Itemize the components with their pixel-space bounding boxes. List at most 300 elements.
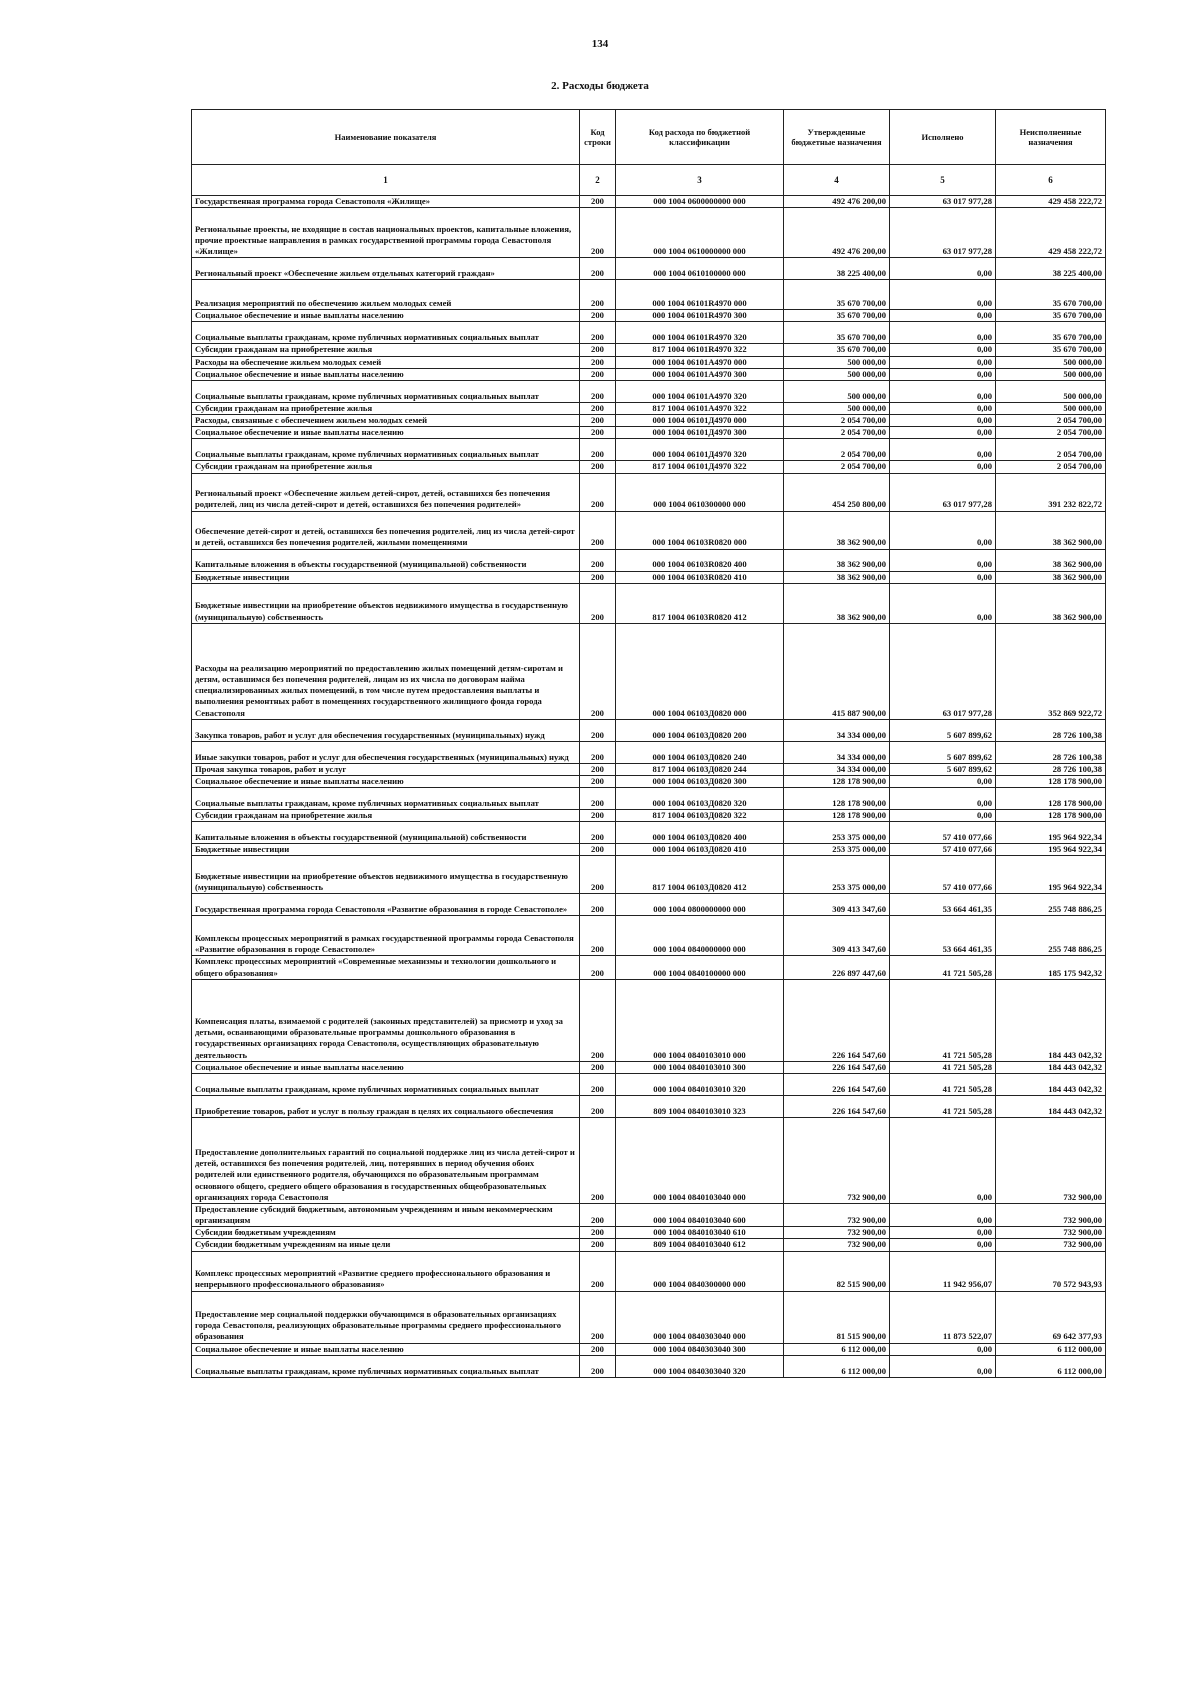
row-code-cell: 200	[580, 380, 616, 402]
row-approved-cell: 38 362 900,00	[784, 511, 890, 549]
row-approved-cell: 38 362 900,00	[784, 583, 890, 623]
row-kbk-cell: 000 1004 0840103040 600	[616, 1203, 784, 1226]
row-code-cell: 200	[580, 208, 616, 258]
row-executed-cell: 0,00	[890, 511, 996, 549]
row-unexecuted-cell: 38 362 900,00	[996, 549, 1106, 571]
table-row	[192, 511, 1106, 549]
row-unexecuted-cell: 38 225 400,00	[996, 258, 1106, 280]
row-unexecuted-cell: 128 178 900,00	[996, 788, 1106, 810]
row-unexecuted-cell: 38 362 900,00	[996, 571, 1106, 583]
row-executed-cell: 0,00	[890, 344, 996, 356]
row-kbk-cell: 000 1004 0840303040 000	[616, 1291, 784, 1343]
row-unexecuted-cell: 732 900,00	[996, 1117, 1106, 1203]
row-kbk-cell: 000 1004 06101R4970 000	[616, 280, 784, 310]
row-kbk-cell: 000 1004 0600000000 000	[616, 196, 784, 208]
row-kbk-cell: 000 1004 0840303040 320	[616, 1355, 784, 1377]
column-header-unexecuted: Неисполненные назначения	[996, 110, 1106, 165]
column-header-approved: Утвержденные бюджетные назначения	[784, 110, 890, 165]
row-code-cell: 200	[580, 583, 616, 623]
row-name-cell: Социальные выплаты гражданам, кроме публичных нормативных социальных выплат	[192, 322, 580, 344]
row-name-cell: Комплекс процессных мероприятий «Современные механизмы и технологии дошкольного и общего образования»	[192, 956, 580, 979]
row-code-cell: 200	[580, 196, 616, 208]
table-row	[192, 1355, 1106, 1377]
row-code-cell: 200	[580, 402, 616, 414]
row-executed-cell: 0,00	[890, 1239, 996, 1251]
row-unexecuted-cell: 732 900,00	[996, 1203, 1106, 1226]
row-unexecuted-cell: 6 112 000,00	[996, 1343, 1106, 1355]
row-unexecuted-cell: 184 443 042,32	[996, 1061, 1106, 1073]
row-code-cell: 200	[580, 719, 616, 741]
row-approved-cell: 226 164 547,60	[784, 1061, 890, 1073]
table-body	[192, 196, 1106, 1378]
table-header-row	[192, 110, 1106, 165]
row-kbk-cell: 817 1004 06103Д0820 322	[616, 810, 784, 822]
row-executed-cell: 5 607 899,62	[890, 719, 996, 741]
row-unexecuted-cell: 195 964 922,34	[996, 844, 1106, 856]
row-kbk-cell: 000 1004 0840103010 300	[616, 1061, 784, 1073]
row-executed-cell: 0,00	[890, 1355, 996, 1377]
row-approved-cell: 732 900,00	[784, 1239, 890, 1251]
row-code-cell: 200	[580, 1291, 616, 1343]
row-name-cell: Социальное обеспечение и иные выплаты населению	[192, 310, 580, 322]
table-row	[192, 775, 1106, 787]
row-name-cell: Субсидии гражданам на приобретение жилья	[192, 810, 580, 822]
row-approved-cell: 35 670 700,00	[784, 310, 890, 322]
row-executed-cell: 53 664 461,35	[890, 894, 996, 916]
row-name-cell: Социальное обеспечение и иные выплаты населению	[192, 368, 580, 380]
row-code-cell: 200	[580, 356, 616, 368]
row-approved-cell: 128 178 900,00	[784, 810, 890, 822]
budget-expenses-table	[191, 109, 1106, 1378]
row-approved-cell: 226 897 447,60	[784, 956, 890, 979]
row-unexecuted-cell: 70 572 943,93	[996, 1251, 1106, 1291]
row-name-cell: Социальное обеспечение и иные выплаты населению	[192, 1061, 580, 1073]
row-kbk-cell: 000 1004 06101Д4970 000	[616, 415, 784, 427]
table-row	[192, 549, 1106, 571]
table-row	[192, 788, 1106, 810]
table-row	[192, 1343, 1106, 1355]
page-number: 134	[591, 38, 609, 50]
row-name-cell: Бюджетные инвестиции	[192, 844, 580, 856]
row-code-cell: 200	[580, 571, 616, 583]
row-unexecuted-cell: 35 670 700,00	[996, 280, 1106, 310]
row-kbk-cell: 817 1004 06101А4970 322	[616, 402, 784, 414]
row-code-cell: 200	[580, 894, 616, 916]
row-unexecuted-cell: 195 964 922,34	[996, 822, 1106, 844]
row-name-cell: Региональный проект «Обеспечение жильем детей-сирот, детей, оставшихся без попечения родителей, лиц из числа детей-сирот и детей, оставшихся без попечения родителей»	[192, 473, 580, 511]
row-executed-cell: 0,00	[890, 322, 996, 344]
row-approved-cell: 253 375 000,00	[784, 844, 890, 856]
column-number-row	[192, 165, 1106, 196]
row-unexecuted-cell: 128 178 900,00	[996, 810, 1106, 822]
row-approved-cell: 253 375 000,00	[784, 856, 890, 894]
row-executed-cell: 0,00	[890, 549, 996, 571]
row-executed-cell: 41 721 505,28	[890, 1095, 996, 1117]
row-code-cell: 200	[580, 1251, 616, 1291]
column-header-name: Наименование показателя	[192, 110, 580, 165]
row-code-cell: 200	[580, 916, 616, 956]
row-kbk-cell: 000 1004 0840103040 000	[616, 1117, 784, 1203]
row-kbk-cell: 000 1004 06103Д0820 410	[616, 844, 784, 856]
table-row	[192, 763, 1106, 775]
table-row	[192, 344, 1106, 356]
row-approved-cell: 309 413 347,60	[784, 894, 890, 916]
table-row	[192, 1073, 1106, 1095]
column-number: 4	[784, 165, 890, 196]
row-executed-cell: 5 607 899,62	[890, 741, 996, 763]
row-approved-cell: 38 362 900,00	[784, 549, 890, 571]
row-code-cell: 200	[580, 1117, 616, 1203]
row-executed-cell: 0,00	[890, 427, 996, 439]
column-header-kbk: Код расхода по бюджетной классификации	[616, 110, 784, 165]
row-kbk-cell: 000 1004 06103Д0820 320	[616, 788, 784, 810]
row-unexecuted-cell: 184 443 042,32	[996, 1095, 1106, 1117]
row-approved-cell: 38 225 400,00	[784, 258, 890, 280]
row-executed-cell: 63 017 977,28	[890, 473, 996, 511]
row-name-cell: Приобретение товаров, работ и услуг в пользу граждан в целях их социального обеспечения	[192, 1095, 580, 1117]
row-name-cell: Региональные проекты, не входящие в состав национальных проектов, капитальные вложения, прочие проектные направления в рамках государственной программы города Севастополя «Жилище»	[192, 208, 580, 258]
row-executed-cell: 0,00	[890, 258, 996, 280]
column-header-line-code: Код строки	[580, 110, 616, 165]
column-number: 1	[192, 165, 580, 196]
row-code-cell: 200	[580, 810, 616, 822]
row-code-cell: 200	[580, 368, 616, 380]
row-executed-cell: 0,00	[890, 415, 996, 427]
row-unexecuted-cell: 184 443 042,32	[996, 979, 1106, 1061]
row-executed-cell: 57 410 077,66	[890, 844, 996, 856]
row-unexecuted-cell: 429 458 222,72	[996, 208, 1106, 258]
row-executed-cell: 63 017 977,28	[890, 623, 996, 719]
row-name-cell: Капитальные вложения в объекты государственной (муниципальной) собственности	[192, 549, 580, 571]
row-executed-cell: 0,00	[890, 461, 996, 473]
row-unexecuted-cell: 500 000,00	[996, 402, 1106, 414]
row-code-cell: 200	[580, 1343, 616, 1355]
row-code-cell: 200	[580, 741, 616, 763]
row-unexecuted-cell: 38 362 900,00	[996, 583, 1106, 623]
row-unexecuted-cell: 35 670 700,00	[996, 322, 1106, 344]
row-name-cell: Реализация мероприятий по обеспечению жильем молодых семей	[192, 280, 580, 310]
row-kbk-cell: 817 1004 06103R0820 412	[616, 583, 784, 623]
row-name-cell: Предоставление дополнительных гарантий по социальной поддержке лиц из числа детей-сирот и детей, оставшихся без попечения родителей, лиц, потерявших в период обучения обоих родителей или единственного родителя, обучающихся по образовательным программам основного общего, среднего общего образования в государственных общеобразовательных организациях города Севастополя	[192, 1117, 580, 1203]
table-row	[192, 822, 1106, 844]
row-name-cell: Субсидии бюджетным учреждениям	[192, 1227, 580, 1239]
row-executed-cell: 0,00	[890, 583, 996, 623]
row-name-cell: Региональный проект «Обеспечение жильем отдельных категорий граждан»	[192, 258, 580, 280]
row-name-cell: Социальные выплаты гражданам, кроме публичных нормативных социальных выплат	[192, 439, 580, 461]
column-number: 2	[580, 165, 616, 196]
row-code-cell: 200	[580, 775, 616, 787]
row-approved-cell: 35 670 700,00	[784, 344, 890, 356]
row-approved-cell: 128 178 900,00	[784, 788, 890, 810]
row-code-cell: 200	[580, 1239, 616, 1251]
row-code-cell: 200	[580, 1227, 616, 1239]
row-approved-cell: 35 670 700,00	[784, 322, 890, 344]
row-kbk-cell: 000 1004 0610300000 000	[616, 473, 784, 511]
row-unexecuted-cell: 500 000,00	[996, 356, 1106, 368]
table-row	[192, 1239, 1106, 1251]
row-approved-cell: 732 900,00	[784, 1117, 890, 1203]
row-approved-cell: 500 000,00	[784, 356, 890, 368]
row-kbk-cell: 000 1004 06103R0820 400	[616, 549, 784, 571]
row-code-cell: 200	[580, 473, 616, 511]
column-header-executed: Исполнено	[890, 110, 996, 165]
row-approved-cell: 2 054 700,00	[784, 427, 890, 439]
table-row	[192, 380, 1106, 402]
row-kbk-cell: 809 1004 0840103040 612	[616, 1239, 784, 1251]
row-approved-cell: 2 054 700,00	[784, 439, 890, 461]
row-unexecuted-cell: 352 869 922,72	[996, 623, 1106, 719]
row-executed-cell: 0,00	[890, 439, 996, 461]
column-number: 5	[890, 165, 996, 196]
table-row	[192, 583, 1106, 623]
row-name-cell: Прочая закупка товаров, работ и услуг	[192, 763, 580, 775]
row-unexecuted-cell: 6 112 000,00	[996, 1355, 1106, 1377]
row-executed-cell: 0,00	[890, 310, 996, 322]
table-row	[192, 1117, 1106, 1203]
row-unexecuted-cell: 35 670 700,00	[996, 344, 1106, 356]
row-code-cell: 200	[580, 856, 616, 894]
row-name-cell: Государственная программа города Севастополя «Жилище»	[192, 196, 580, 208]
row-kbk-cell: 817 1004 06103Д0820 412	[616, 856, 784, 894]
table-row	[192, 427, 1106, 439]
row-approved-cell: 226 164 547,60	[784, 1073, 890, 1095]
row-name-cell: Бюджетные инвестиции на приобретение объектов недвижимого имущества в государственную (муниципальную) собственность	[192, 856, 580, 894]
row-code-cell: 200	[580, 1061, 616, 1073]
row-kbk-cell: 000 1004 06103R0820 410	[616, 571, 784, 583]
document-title: 2. Расходы бюджета	[551, 80, 649, 92]
row-name-cell: Субсидии гражданам на приобретение жилья	[192, 402, 580, 414]
table-row	[192, 280, 1106, 310]
row-kbk-cell: 000 1004 06103Д0820 400	[616, 822, 784, 844]
row-unexecuted-cell: 38 362 900,00	[996, 511, 1106, 549]
row-kbk-cell: 000 1004 06103R0820 000	[616, 511, 784, 549]
row-name-cell: Компенсация платы, взимаемой с родителей (законных представителей) за присмотр и уход за детьми, осваивающими образовательные программы дошкольного образования в государственных организациях города Севастополя, осуществляющих образовательную деятельность	[192, 979, 580, 1061]
row-code-cell: 200	[580, 788, 616, 810]
row-executed-cell: 0,00	[890, 368, 996, 380]
row-executed-cell: 57 410 077,66	[890, 822, 996, 844]
row-executed-cell: 53 664 461,35	[890, 916, 996, 956]
table-row	[192, 1227, 1106, 1239]
row-code-cell: 200	[580, 280, 616, 310]
row-unexecuted-cell: 429 458 222,72	[996, 196, 1106, 208]
row-code-cell: 200	[580, 427, 616, 439]
table-row	[192, 208, 1106, 258]
row-code-cell: 200	[580, 344, 616, 356]
row-executed-cell: 0,00	[890, 356, 996, 368]
table-row	[192, 1061, 1106, 1073]
row-name-cell: Иные закупки товаров, работ и услуг для обеспечения государственных (муниципальных) нужд	[192, 741, 580, 763]
row-executed-cell: 63 017 977,28	[890, 208, 996, 258]
row-executed-cell: 63 017 977,28	[890, 196, 996, 208]
row-executed-cell: 0,00	[890, 280, 996, 310]
row-kbk-cell: 000 1004 0840300000 000	[616, 1251, 784, 1291]
table-row	[192, 1095, 1106, 1117]
row-executed-cell: 57 410 077,66	[890, 856, 996, 894]
row-name-cell: Социальное обеспечение и иные выплаты населению	[192, 427, 580, 439]
row-kbk-cell: 000 1004 06101А4970 300	[616, 368, 784, 380]
row-kbk-cell: 817 1004 06101Д4970 322	[616, 461, 784, 473]
row-unexecuted-cell: 128 178 900,00	[996, 775, 1106, 787]
table-row	[192, 473, 1106, 511]
table-row	[192, 196, 1106, 208]
row-kbk-cell: 809 1004 0840103010 323	[616, 1095, 784, 1117]
row-executed-cell: 0,00	[890, 1227, 996, 1239]
row-executed-cell: 0,00	[890, 380, 996, 402]
row-name-cell: Социальные выплаты гражданам, кроме публичных нормативных социальных выплат	[192, 380, 580, 402]
row-code-cell: 200	[580, 1095, 616, 1117]
row-kbk-cell: 000 1004 0840103010 000	[616, 979, 784, 1061]
row-code-cell: 200	[580, 979, 616, 1061]
row-kbk-cell: 000 1004 0840103010 320	[616, 1073, 784, 1095]
row-name-cell: Социальные выплаты гражданам, кроме публичных нормативных социальных выплат	[192, 1355, 580, 1377]
row-kbk-cell: 000 1004 06103Д0820 200	[616, 719, 784, 741]
row-executed-cell: 0,00	[890, 788, 996, 810]
row-executed-cell: 11 873 522,07	[890, 1291, 996, 1343]
table-row	[192, 258, 1106, 280]
row-executed-cell: 41 721 505,28	[890, 1073, 996, 1095]
row-approved-cell: 500 000,00	[784, 402, 890, 414]
table-row	[192, 356, 1106, 368]
row-unexecuted-cell: 28 726 100,38	[996, 719, 1106, 741]
row-approved-cell: 81 515 900,00	[784, 1291, 890, 1343]
row-name-cell: Бюджетные инвестиции на приобретение объектов недвижимого имущества в государственную (муниципальную) собственность	[192, 583, 580, 623]
row-unexecuted-cell: 500 000,00	[996, 380, 1106, 402]
row-approved-cell: 34 334 000,00	[784, 741, 890, 763]
row-unexecuted-cell: 28 726 100,38	[996, 763, 1106, 775]
row-name-cell: Предоставление мер социальной поддержки обучающимся в образовательных организациях города Севастополя, реализующих образовательные программы среднего профессионального образования	[192, 1291, 580, 1343]
row-unexecuted-cell: 391 232 822,72	[996, 473, 1106, 511]
row-executed-cell: 0,00	[890, 810, 996, 822]
row-name-cell: Субсидии бюджетным учреждениям на иные цели	[192, 1239, 580, 1251]
row-approved-cell: 415 887 900,00	[784, 623, 890, 719]
row-approved-cell: 34 334 000,00	[784, 719, 890, 741]
row-approved-cell: 128 178 900,00	[784, 775, 890, 787]
row-approved-cell: 35 670 700,00	[784, 280, 890, 310]
row-unexecuted-cell: 732 900,00	[996, 1227, 1106, 1239]
row-approved-cell: 732 900,00	[784, 1203, 890, 1226]
row-name-cell: Расходы на реализацию мероприятий по предоставлению жилых помещений детям-сиротам и детям, оставшимся без попечения родителей, лицам из их числа по договорам найма специализированных жилых помещений, в том числе путем предоставления выплаты и выполнения ремонтных работ в помещениях государственного жилищного фонда города Севастополя	[192, 623, 580, 719]
row-code-cell: 200	[580, 822, 616, 844]
row-executed-cell: 0,00	[890, 1203, 996, 1226]
row-unexecuted-cell: 255 748 886,25	[996, 894, 1106, 916]
row-kbk-cell: 000 1004 0840000000 000	[616, 916, 784, 956]
row-kbk-cell: 000 1004 06103Д0820 240	[616, 741, 784, 763]
table-row	[192, 810, 1106, 822]
row-kbk-cell: 000 1004 06101А4970 000	[616, 356, 784, 368]
table-row	[192, 1203, 1106, 1226]
row-approved-cell: 34 334 000,00	[784, 763, 890, 775]
row-approved-cell: 492 476 200,00	[784, 208, 890, 258]
row-kbk-cell: 000 1004 0800000000 000	[616, 894, 784, 916]
row-approved-cell: 309 413 347,60	[784, 916, 890, 956]
row-unexecuted-cell: 2 054 700,00	[996, 439, 1106, 461]
row-code-cell: 200	[580, 415, 616, 427]
row-kbk-cell: 000 1004 06101R4970 320	[616, 322, 784, 344]
row-name-cell: Комплексы процессных мероприятий в рамках государственной программы города Севастополя «Развитие образования в городе Севастополе»	[192, 916, 580, 956]
row-name-cell: Обеспечение детей-сирот и детей, оставшихся без попечения родителей, лиц из числа детей-сирот и детей, оставшихся без попечения родителей, жилыми помещениями	[192, 511, 580, 549]
row-code-cell: 200	[580, 623, 616, 719]
row-kbk-cell: 000 1004 06103Д0820 000	[616, 623, 784, 719]
row-executed-cell: 41 721 505,28	[890, 956, 996, 979]
row-name-cell: Субсидии гражданам на приобретение жилья	[192, 344, 580, 356]
row-kbk-cell: 000 1004 0610000000 000	[616, 208, 784, 258]
row-approved-cell: 253 375 000,00	[784, 822, 890, 844]
table-row	[192, 439, 1106, 461]
row-kbk-cell: 817 1004 06101R4970 322	[616, 344, 784, 356]
row-code-cell: 200	[580, 1073, 616, 1095]
expenses-table-wrapper	[191, 109, 1105, 1378]
table-row	[192, 322, 1106, 344]
row-name-cell: Социальные выплаты гражданам, кроме публичных нормативных социальных выплат	[192, 788, 580, 810]
row-name-cell: Бюджетные инвестиции	[192, 571, 580, 583]
table-row	[192, 1291, 1106, 1343]
row-code-cell: 200	[580, 1203, 616, 1226]
table-row	[192, 1251, 1106, 1291]
row-executed-cell: 5 607 899,62	[890, 763, 996, 775]
row-kbk-cell: 000 1004 0840103040 610	[616, 1227, 784, 1239]
table-row	[192, 894, 1106, 916]
row-executed-cell: 0,00	[890, 775, 996, 787]
row-unexecuted-cell: 184 443 042,32	[996, 1073, 1106, 1095]
row-executed-cell: 41 721 505,28	[890, 979, 996, 1061]
row-code-cell: 200	[580, 549, 616, 571]
row-approved-cell: 500 000,00	[784, 368, 890, 380]
table-row	[192, 415, 1106, 427]
row-name-cell: Государственная программа города Севастополя «Развитие образования в городе Севастополе»	[192, 894, 580, 916]
row-code-cell: 200	[580, 322, 616, 344]
row-kbk-cell: 000 1004 06101Д4970 300	[616, 427, 784, 439]
row-unexecuted-cell: 35 670 700,00	[996, 310, 1106, 322]
row-unexecuted-cell: 2 054 700,00	[996, 415, 1106, 427]
row-unexecuted-cell: 185 175 942,32	[996, 956, 1106, 979]
row-code-cell: 200	[580, 511, 616, 549]
row-executed-cell: 11 942 956,07	[890, 1251, 996, 1291]
row-approved-cell: 732 900,00	[784, 1227, 890, 1239]
table-row	[192, 741, 1106, 763]
row-unexecuted-cell: 195 964 922,34	[996, 856, 1106, 894]
row-kbk-cell: 000 1004 06101А4970 320	[616, 380, 784, 402]
row-code-cell: 200	[580, 461, 616, 473]
row-approved-cell: 38 362 900,00	[784, 571, 890, 583]
row-kbk-cell: 000 1004 06103Д0820 300	[616, 775, 784, 787]
column-number: 6	[996, 165, 1106, 196]
row-kbk-cell: 000 1004 06101Д4970 320	[616, 439, 784, 461]
row-name-cell: Расходы, связанные с обеспечением жильем молодых семей	[192, 415, 580, 427]
row-kbk-cell: 817 1004 06103Д0820 244	[616, 763, 784, 775]
row-unexecuted-cell: 69 642 377,93	[996, 1291, 1106, 1343]
row-executed-cell: 41 721 505,28	[890, 1061, 996, 1073]
row-executed-cell: 0,00	[890, 571, 996, 583]
row-unexecuted-cell: 2 054 700,00	[996, 461, 1106, 473]
row-name-cell: Закупка товаров, работ и услуг для обеспечения государственных (муниципальных) нужд	[192, 719, 580, 741]
row-approved-cell: 492 476 200,00	[784, 196, 890, 208]
table-row	[192, 402, 1106, 414]
row-executed-cell: 0,00	[890, 402, 996, 414]
row-name-cell: Расходы на обеспечение жильем молодых семей	[192, 356, 580, 368]
row-name-cell: Социальные выплаты гражданам, кроме публичных нормативных социальных выплат	[192, 1073, 580, 1095]
row-kbk-cell: 000 1004 0610100000 000	[616, 258, 784, 280]
row-unexecuted-cell: 28 726 100,38	[996, 741, 1106, 763]
row-name-cell: Комплекс процессных мероприятий «Развитие среднего профессионального образования и непрерывного профессионального образования»	[192, 1251, 580, 1291]
row-name-cell: Субсидии гражданам на приобретение жилья	[192, 461, 580, 473]
table-row	[192, 461, 1106, 473]
table-row	[192, 571, 1106, 583]
row-code-cell: 200	[580, 956, 616, 979]
table-row	[192, 856, 1106, 894]
row-unexecuted-cell: 732 900,00	[996, 1239, 1106, 1251]
column-number: 3	[616, 165, 784, 196]
row-kbk-cell: 000 1004 0840100000 000	[616, 956, 784, 979]
